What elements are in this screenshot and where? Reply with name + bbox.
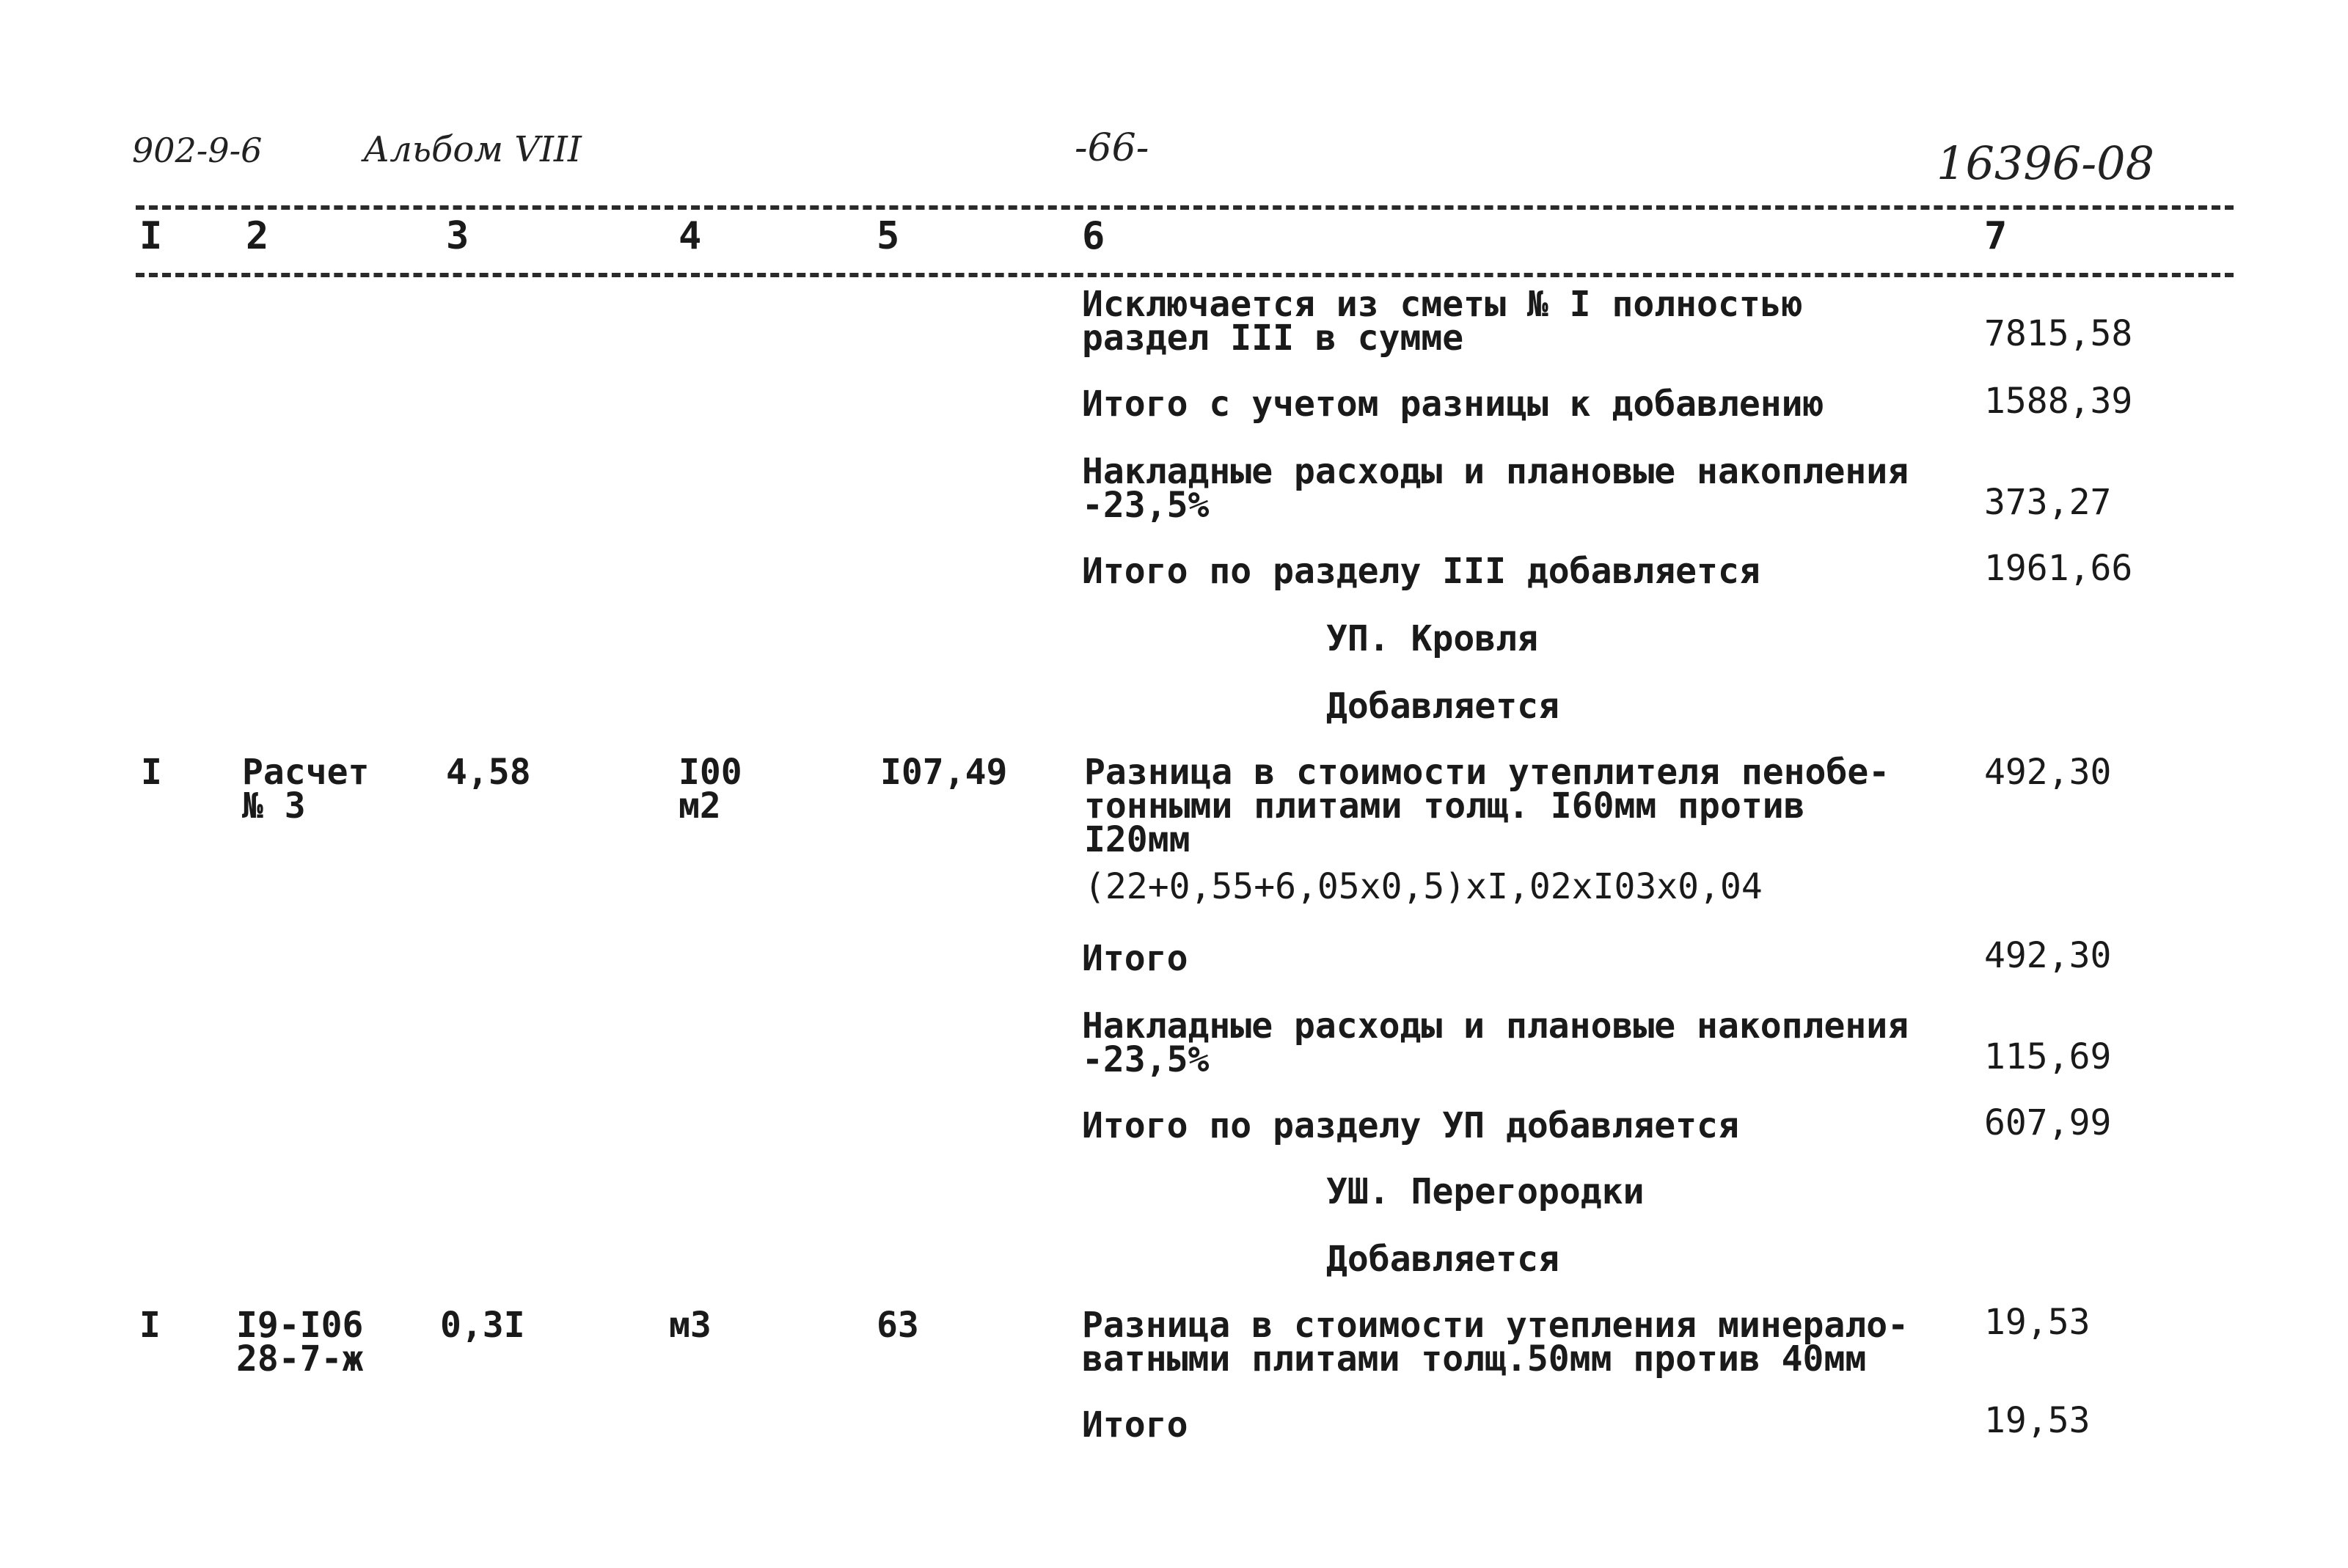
row-9-col-4: м3 bbox=[669, 1305, 712, 1346]
col-header-4: 4 bbox=[679, 214, 702, 258]
row-10-description: Итого bbox=[1082, 1404, 1188, 1446]
row-3-description: Накладные расходы и плановые накопления -23,5% bbox=[1082, 451, 1909, 526]
row-5-amount: 492,30 bbox=[1984, 752, 2112, 793]
row-7-description: Накладные расходы и плановые накопления -23,5% bbox=[1082, 1005, 1909, 1080]
col-header-7: 7 bbox=[1984, 214, 2008, 258]
row-4-amount: 1961,66 bbox=[1984, 548, 2133, 589]
col-header-2: 2 bbox=[246, 214, 269, 258]
col-header-1: I bbox=[139, 214, 163, 258]
section-7-added: Добавляется bbox=[1326, 686, 1559, 727]
row-3-amount: 373,27 bbox=[1984, 482, 2112, 523]
header-doc-number: 16396-08 bbox=[1936, 136, 2155, 190]
header-top-rule bbox=[136, 205, 2234, 210]
row-9-amount: 19,53 bbox=[1984, 1302, 2091, 1343]
row-5-col-3: 4,58 bbox=[446, 752, 531, 793]
row-5-col-2: Расчет № 3 bbox=[242, 752, 370, 827]
row-7-amount: 115,69 bbox=[1984, 1036, 2112, 1077]
row-4-description: Итого по разделу III добавляется bbox=[1082, 551, 1760, 592]
section-8-title: УШ. Перегородки bbox=[1326, 1171, 1645, 1212]
row-8-description: Итого по разделу УП добавляется bbox=[1082, 1105, 1739, 1146]
row-5-description: Разница в стоимости утеплителя пенобе- тонными плитами толщ. I60мм против I20мм bbox=[1084, 752, 1890, 860]
col-header-6: 6 bbox=[1082, 214, 1105, 258]
header-album: Альбом VIII bbox=[363, 129, 582, 170]
row-9-col-3: 0,3I bbox=[440, 1305, 525, 1346]
row-5-col-5: I07,49 bbox=[880, 752, 1008, 793]
header-bottom-rule bbox=[136, 273, 2234, 277]
col-header-5: 5 bbox=[877, 214, 900, 258]
row-5-col-1: I bbox=[141, 752, 162, 793]
row-1-amount: 7815,58 bbox=[1984, 313, 2133, 354]
row-5-col-4: I00 м2 bbox=[679, 752, 742, 827]
col-header-3: 3 bbox=[446, 214, 469, 258]
row-6-description: Итого bbox=[1082, 938, 1188, 979]
row-2-description: Итого с учетом разницы к добавлению bbox=[1082, 384, 1824, 425]
row-8-amount: 607,99 bbox=[1984, 1102, 2112, 1143]
row-5-formula: (22+0,55+6,05x0,5)xI,02xI03x0,04 bbox=[1084, 866, 1763, 907]
section-8-added: Добавляется bbox=[1326, 1239, 1559, 1280]
row-9-col-2: I9-I06 28-7-ж bbox=[236, 1305, 364, 1380]
row-9-description: Разница в стоимости утепления минерало- ватными плитами толщ.50мм против 40мм bbox=[1082, 1305, 1909, 1380]
row-10-amount: 19,53 bbox=[1984, 1400, 2091, 1441]
row-6-amount: 492,30 bbox=[1984, 935, 2112, 976]
header-page-number: -66- bbox=[1075, 126, 1149, 170]
row-9-col-1: I bbox=[139, 1305, 161, 1346]
row-1-description: Исключается из сметы № I полностью раздел III в сумме bbox=[1082, 284, 1803, 359]
row-2-amount: 1588,39 bbox=[1984, 381, 2133, 422]
header-code: 902-9-6 bbox=[132, 131, 263, 170]
row-9-col-5: 63 bbox=[877, 1305, 919, 1346]
section-7-title: УП. Кровля bbox=[1326, 618, 1538, 659]
